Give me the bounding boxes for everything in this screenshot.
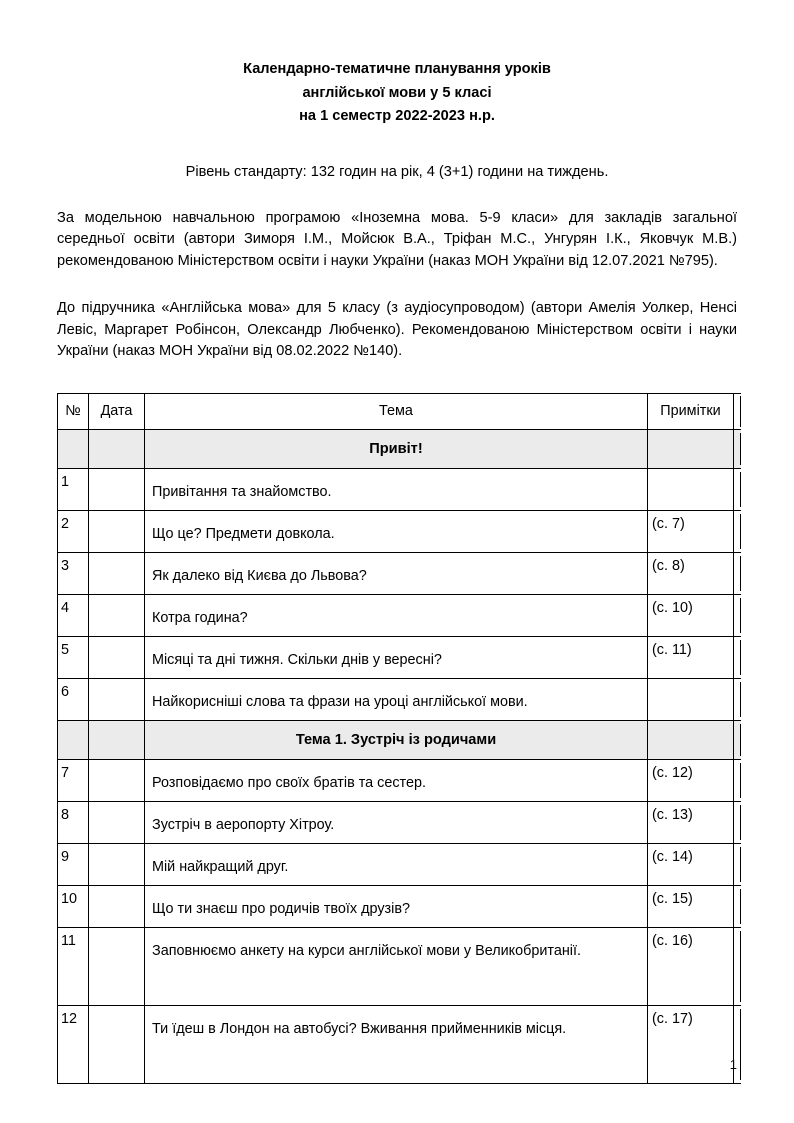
- lesson-spacer-cell: [734, 843, 741, 885]
- lesson-spacer-cell: [734, 552, 741, 594]
- lesson-number: 11: [58, 927, 89, 1005]
- table-row: [58, 1005, 741, 1083]
- lesson-topic: Місяці та дні тижня. Скільки днів у вересні?: [145, 636, 648, 678]
- lesson-note: (с. 10): [648, 594, 734, 636]
- title-line-1: Календарно-тематичне планування уроків: [243, 61, 551, 77]
- lesson-note: (с. 8): [648, 552, 734, 594]
- lesson-plan-table: [57, 393, 741, 1084]
- section-num-cell: [58, 429, 89, 468]
- column-header-spacer: [734, 393, 741, 429]
- lesson-number: 10: [58, 885, 89, 927]
- section-spacer-cell: [734, 720, 741, 759]
- lesson-date: [89, 801, 145, 843]
- column-header-topic: Тема: [145, 393, 648, 429]
- table-row: [58, 552, 741, 594]
- lesson-date: [89, 759, 145, 801]
- lesson-number: 12: [58, 1005, 89, 1083]
- column-header-date: Дата: [89, 393, 145, 429]
- lesson-date: [89, 843, 145, 885]
- lesson-spacer-cell: [734, 510, 741, 552]
- column-header-notes: Примітки: [648, 393, 734, 429]
- lesson-topic: Зустріч в аеропорту Хітроу.: [145, 801, 648, 843]
- table-row: [58, 594, 741, 636]
- section-notes-cell: [648, 720, 734, 759]
- lesson-topic: Котра година?: [145, 594, 648, 636]
- section-title: Тема 1. Зустріч із родичами: [145, 720, 648, 759]
- lesson-spacer-cell: [734, 759, 741, 801]
- lesson-note: (с. 16): [648, 927, 734, 1005]
- table-row: [58, 468, 741, 510]
- textbook-paragraph: До підручника «Англійська мова» для 5 класу (з аудіосупроводом) (автори Амелія Уолкер, Ненсі Левіс, Маргарет Робінсон, Олександр Любченко). Рекомендованою Міністерством освіти і науки України (наказ МОН України від 08.02.2022 №140).: [57, 300, 737, 359]
- lesson-note: (с. 15): [648, 885, 734, 927]
- lesson-date: [89, 927, 145, 1005]
- lesson-date: [89, 636, 145, 678]
- table-row: [58, 927, 741, 1005]
- lesson-topic: Розповідаємо про своїх братів та сестер.: [145, 759, 648, 801]
- lesson-topic: Мій найкращий друг.: [145, 843, 648, 885]
- lesson-date: [89, 594, 145, 636]
- section-date-cell: [89, 429, 145, 468]
- lesson-number: 3: [58, 552, 89, 594]
- table-row: [58, 801, 741, 843]
- lesson-number: 7: [58, 759, 89, 801]
- lesson-spacer-cell: [734, 678, 741, 720]
- lesson-topic: Як далеко від Києва до Львова?: [145, 552, 648, 594]
- lesson-date: [89, 678, 145, 720]
- lesson-number: 5: [58, 636, 89, 678]
- lesson-note: (с. 13): [648, 801, 734, 843]
- page-title: [57, 55, 737, 129]
- table-section-row: [58, 429, 741, 468]
- lesson-topic: Привітання та знайомство.: [145, 468, 648, 510]
- standard-level-note: Рівень стандарту: 132 годин на рік, 4 (3+1) години на тиждень.: [185, 163, 609, 180]
- lesson-note: (с. 14): [648, 843, 734, 885]
- lesson-number: 6: [58, 678, 89, 720]
- lesson-note: (с. 7): [648, 510, 734, 552]
- lesson-topic: Що це? Предмети довкола.: [145, 510, 648, 552]
- page-number: 1: [729, 1057, 737, 1072]
- program-paragraph: За модельною навчальною програмою «Іноземна мова. 5-9 класи» для закладів загальної середньої освіти (автори Зиморя І.М., Мойсюк В.А., Тріфан М.С., Унгурян І.К., Яковчук М.В.) рекомендованою Міністерством освіти і науки України (наказ МОН України від 12.07.2021 №795).: [57, 209, 737, 269]
- lesson-date: [89, 552, 145, 594]
- lesson-date: [89, 468, 145, 510]
- title-line-2: англійської мови у 5 класі: [302, 84, 492, 101]
- lesson-number: 4: [58, 594, 89, 636]
- lesson-number: 1: [58, 468, 89, 510]
- lesson-note: [648, 678, 734, 720]
- section-spacer-cell: [734, 429, 741, 468]
- lesson-spacer-cell: [734, 927, 741, 1005]
- title-line-3: на 1 семестр 2022-2023 н.р.: [299, 108, 495, 124]
- table-row: [58, 636, 741, 678]
- lesson-date: [89, 510, 145, 552]
- lesson-spacer-cell: [734, 636, 741, 678]
- lesson-topic: Що ти знаєш про родичів твоїх друзів?: [145, 885, 648, 927]
- lesson-number: 9: [58, 843, 89, 885]
- section-num-cell: [58, 720, 89, 759]
- section-notes-cell: [648, 429, 734, 468]
- lesson-number: 2: [58, 510, 89, 552]
- lesson-number: 8: [58, 801, 89, 843]
- table-header-row: [58, 393, 741, 429]
- lesson-note: (с. 17): [648, 1005, 734, 1083]
- section-date-cell: [89, 720, 145, 759]
- section-title: Привіт!: [145, 429, 648, 468]
- column-header-num: №: [58, 393, 89, 429]
- lesson-note: (с. 12): [648, 759, 734, 801]
- table-row: [58, 510, 741, 552]
- lesson-topic: Заповнюємо анкету на курси англійської мови у Великобританії.: [145, 927, 648, 1005]
- lesson-note: [648, 468, 734, 510]
- table-row: [58, 885, 741, 927]
- lesson-spacer-cell: [734, 468, 741, 510]
- lesson-note: (с. 11): [648, 636, 734, 678]
- lesson-spacer-cell: [734, 885, 741, 927]
- table-section-row: [58, 720, 741, 759]
- lesson-date: [89, 1005, 145, 1083]
- lesson-plan-table-body: [58, 393, 741, 1083]
- lesson-topic: Найкорисніші слова та фрази на уроці англійської мови.: [145, 678, 648, 720]
- lesson-spacer-cell: [734, 801, 741, 843]
- lesson-topic: Ти їдеш в Лондон на автобусі? Вживання прийменників місця.: [145, 1005, 648, 1083]
- lesson-date: [89, 885, 145, 927]
- table-row: [58, 843, 741, 885]
- lesson-spacer-cell: [734, 594, 741, 636]
- table-row: [58, 678, 741, 720]
- table-row: [58, 759, 741, 801]
